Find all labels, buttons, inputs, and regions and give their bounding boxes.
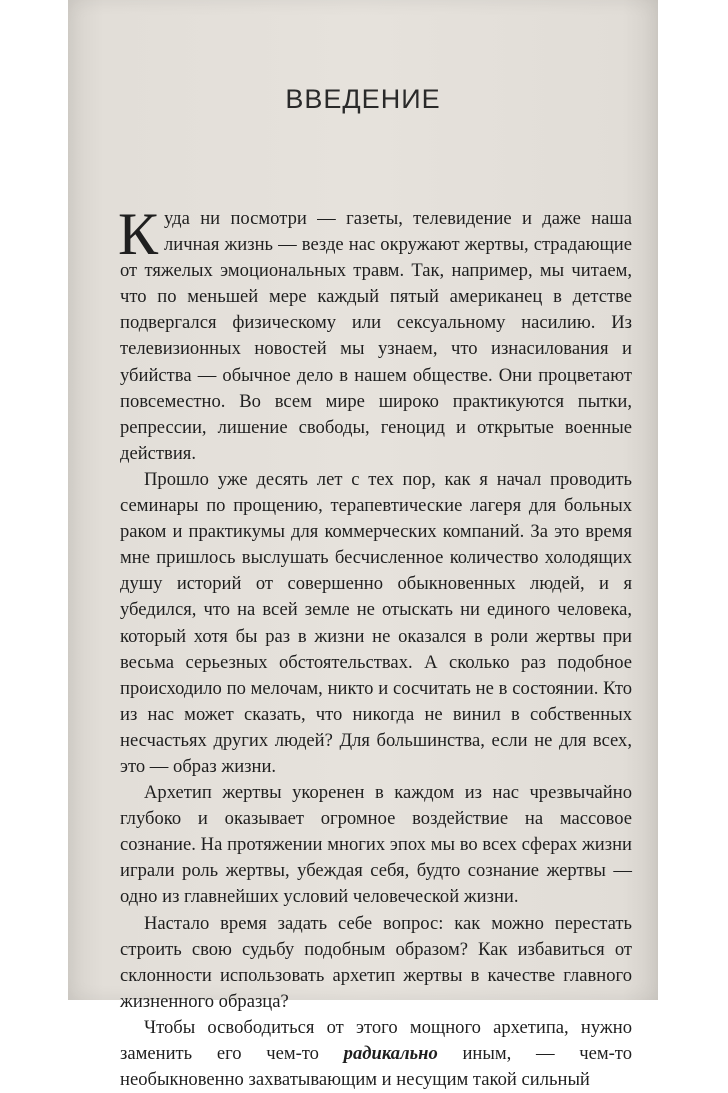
paragraph-5-text-before: Чтобы освободиться от этого мощного архетипа, нужно заменить его чем-то — [120, 1016, 632, 1064]
paragraph-5 — [120, 1015, 632, 1093]
drop-cap: К — [118, 201, 159, 267]
body-text — [118, 201, 632, 1093]
paragraph-4: Настало время задать себе вопрос: как можно перестать строить свою судьбу подобным образом? Как избавиться от склонности использовать архетип жертвы в качестве главного жизненного образца? — [120, 912, 632, 1012]
book-page — [68, 0, 658, 1091]
paragraph-1-text: уда ни посмотри — газеты, телевидение и даже наша личная жизнь — везде нас окружают жертвы, страдающие от тяжелых эмоциональных травм. Так, например, мы читаем, что по меньшей мере каждый пятый американец в детстве подвергался физическому или сексуальному насилию. Из телевизионных новостей мы узнаем, что изнасилования и убийства — обычное дело в нашем обществе. Они процветают повсеместно. Во всем мире широко практикуются пытки, репрессии, лишение свободы, геноцид и открытые военные действия. — [120, 208, 632, 464]
emphasis-word: радикально — [343, 1043, 438, 1064]
paragraph-1 — [118, 201, 632, 467]
chapter-title: ВВЕДЕНИЕ — [285, 84, 441, 114]
paragraph-5-text-after: иным, — чем-то необыкновенно захватывающим и несущим такой сильный — [120, 1043, 632, 1091]
paragraph-3: Архетип жертвы укоренен в каждом из нас чрезвычайно глубоко и оказывает огромное воздействие на массовое сознание. На протяжении многих эпох мы во всех сферах жизни играли роль жертвы, убеждая себя, будто сознание жертвы — одно из главнейших условий человеческой жизни. — [120, 782, 632, 908]
paragraph-2: Прошло уже десять лет с тех пор, как я начал проводить семинары по прощению, терапевтические лагеря для больных раком и практикумы для коммерческих компаний. За это время мне пришлось выслушать бесчисленное количество холодящих душу историй от совершенно обыкновенных людей, и я убедился, что на всей земле не отыскать ни единого человека, который хотя бы раз в жизни не оказался в роли жертвы при весьма серьезных обстоятельствах. А сколько раз подобное происходило по мелочам, никто и сосчитать не в состоянии. Кто из нас может сказать, что никогда не винил в собственных несчастьях других людей? Для большинства, если не для всех, это — образ жизни. — [120, 468, 632, 777]
